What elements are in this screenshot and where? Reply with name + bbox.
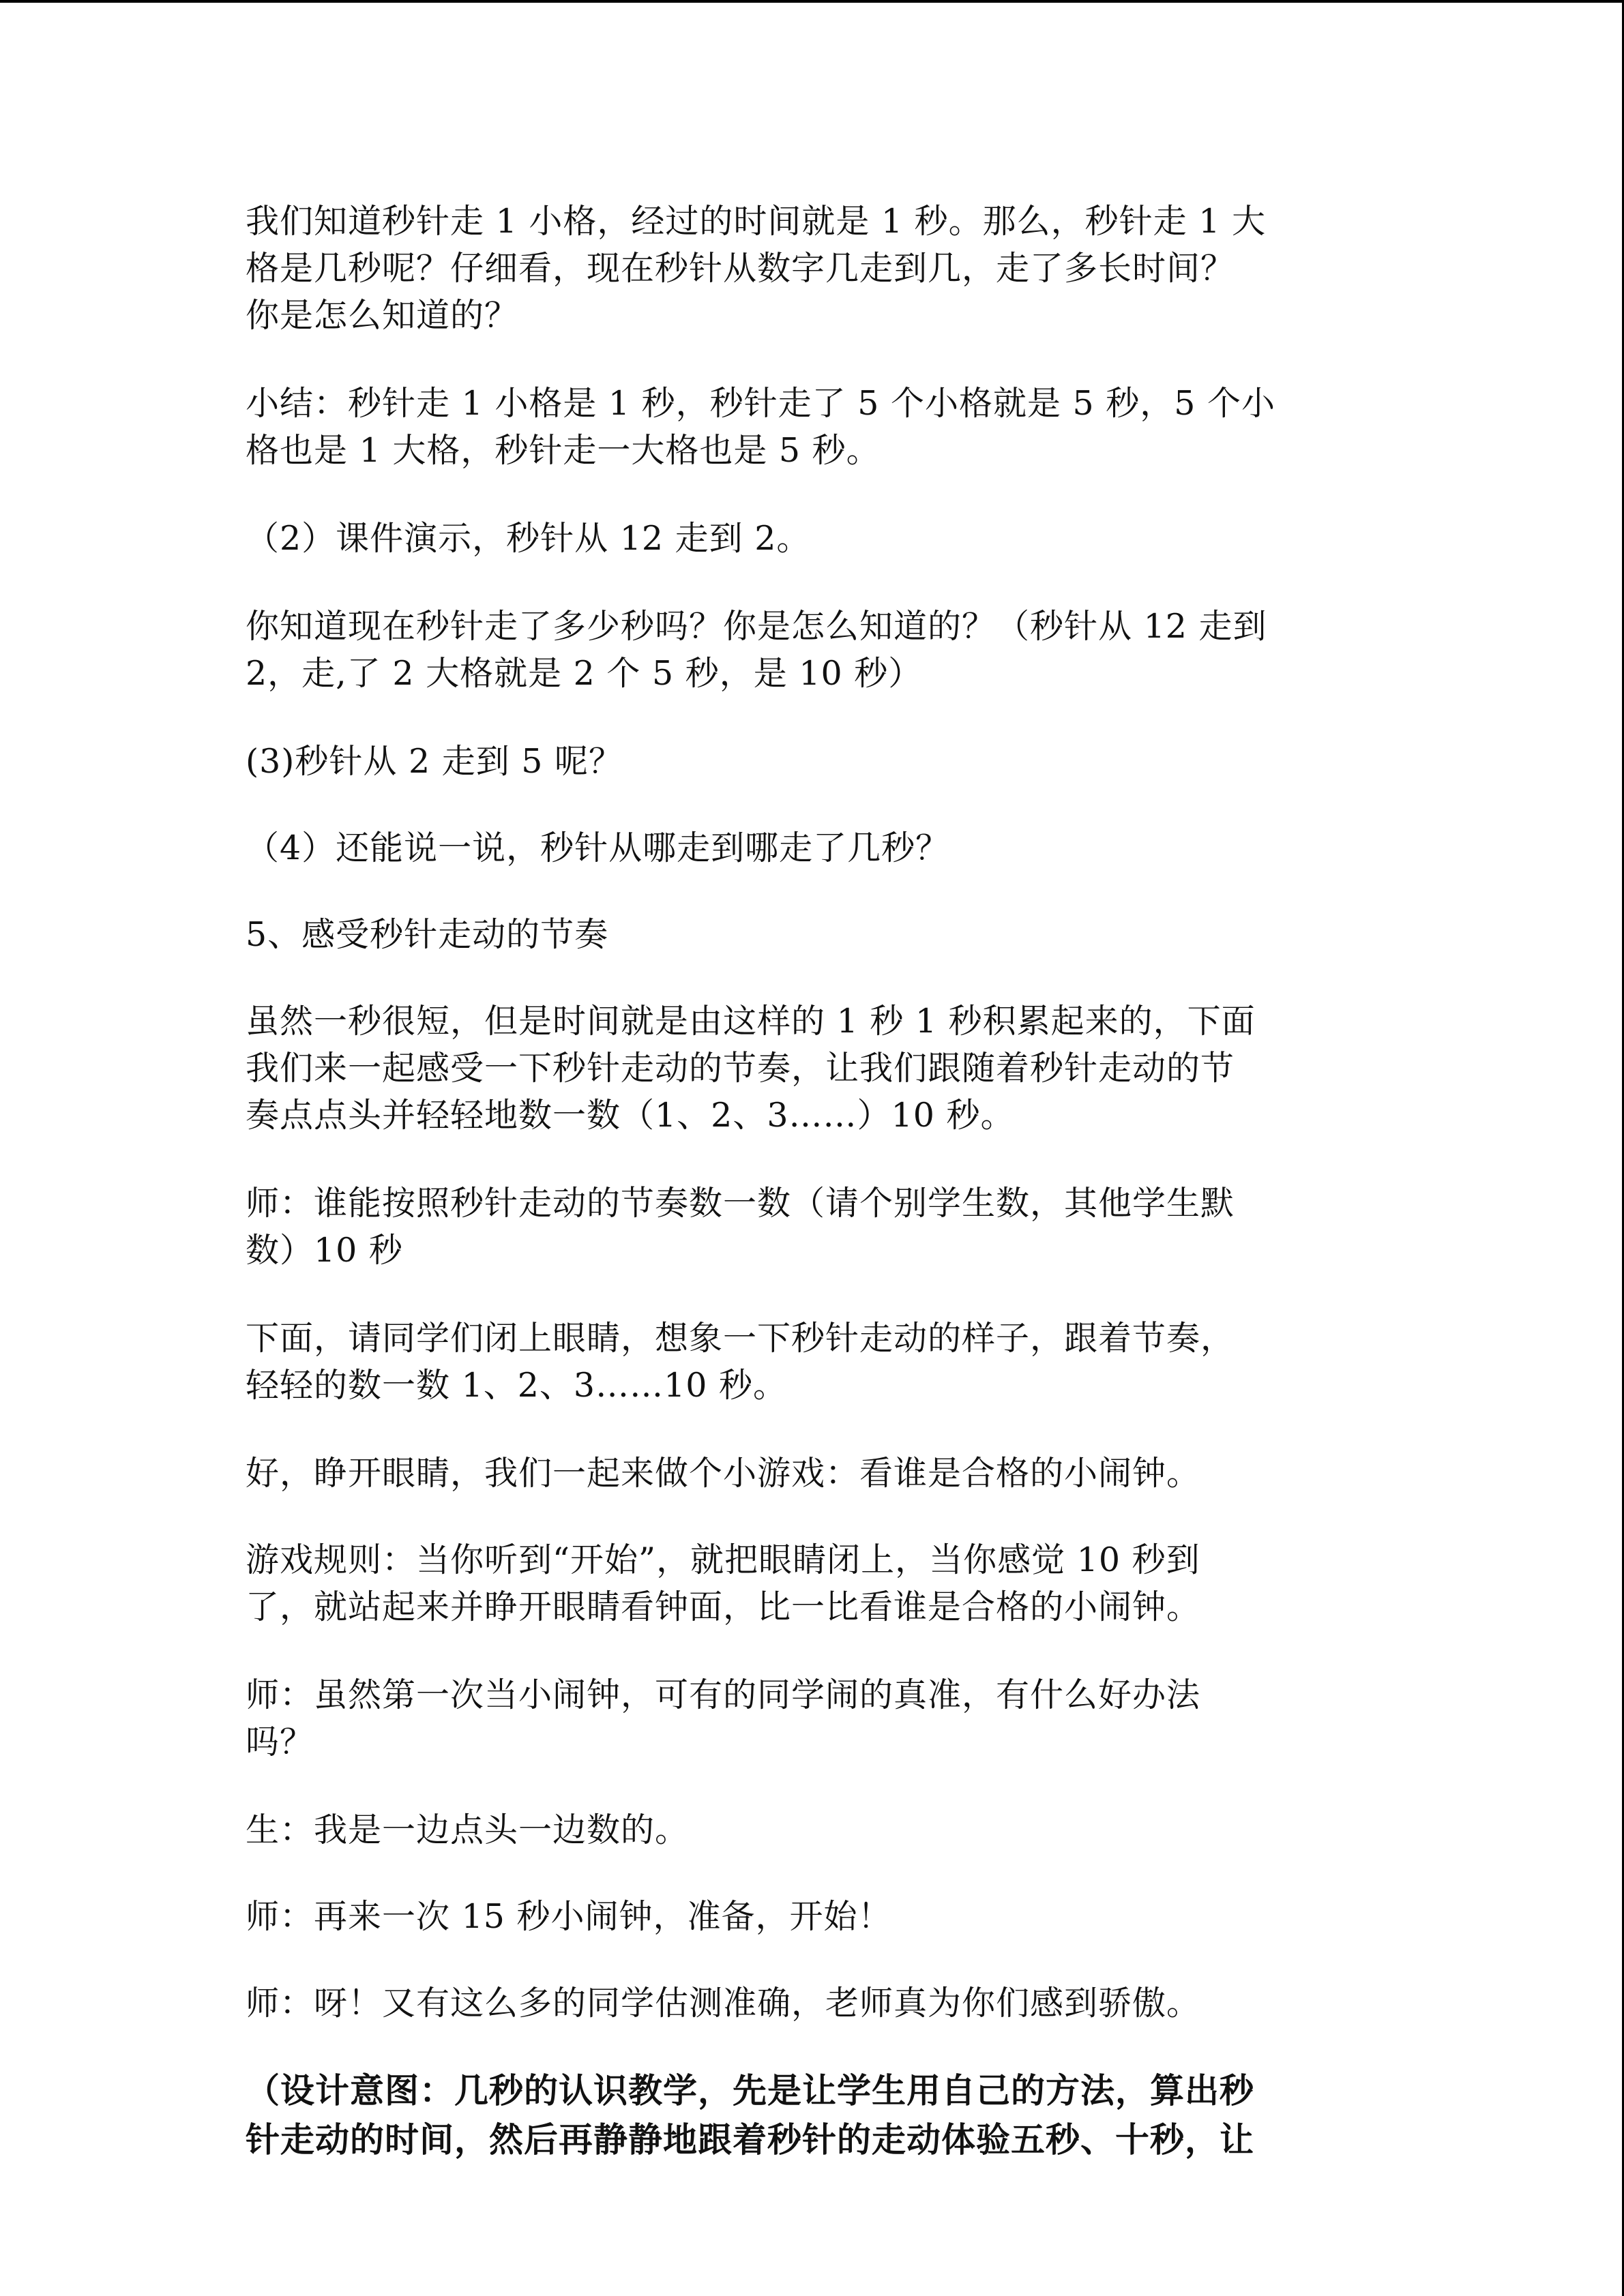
paragraph-step-3 (246, 738, 1378, 785)
text-line: 针走动的时间，然后再静静地跟着秒针的走动体验五秒、十秒，让 (246, 2119, 1254, 2160)
text-line: 师：谁能按照秒针走动的节奏数一数（请个别学生数，其他学生默 (246, 1184, 1235, 1223)
text-line: 数）10 秒 (246, 1231, 403, 1270)
paragraph-summary (246, 380, 1378, 474)
text-line: 5、感受秒针走动的节奏 (246, 915, 609, 954)
paragraph-teacher-count (246, 1180, 1378, 1274)
paragraph-student-answer (246, 1806, 1378, 1853)
text-line: 师：虽然第一次当小闹钟，可有的同学闹的真准，有什么好办法 (246, 1675, 1201, 1714)
paragraph-teacher-praise (246, 1980, 1378, 2027)
document-page (246, 198, 1378, 2205)
text-line: 轻轻的数一数 1、2、3……10 秒。 (246, 1366, 788, 1405)
text-line: 了，就站起来并睁开眼睛看钟面，比一比看谁是合格的小闹钟。 (246, 1587, 1201, 1626)
text-line: 我们来一起感受一下秒针走动的节奏，让我们跟随着秒针走动的节 (246, 1049, 1235, 1088)
paragraph-rhythm-intro (246, 998, 1378, 1139)
paragraph-step-2 (246, 515, 1378, 562)
text-line: 虽然一秒很短，但是时间就是由这样的 1 秒 1 秒积累起来的，下面 (246, 1002, 1256, 1041)
text-line: 我们知道秒针走 1 小格，经过的时间就是 1 秒。那么，秒针走 1 大 (246, 202, 1266, 241)
paragraph-game-intro (246, 1450, 1378, 1497)
text-line: （设计意图：几秒的认识教学，先是让学生用自己的方法，算出秒 (246, 2070, 1254, 2111)
text-line: (3)秒针从 2 走到 5 呢？ (246, 742, 623, 781)
text-line: 格是几秒呢？仔细看，现在秒针从数字几走到几，走了多长时间？ (246, 249, 1235, 288)
text-line: 你是怎么知道的？ (246, 296, 519, 335)
text-line: 你知道现在秒针走了多少秒吗？你是怎么知道的？（秒针从 12 走到 (246, 607, 1267, 646)
text-line: 师：再来一次 15 秒小闹钟，准备，开始！ (246, 1897, 892, 1936)
text-line: 好，睁开眼睛，我们一起来做个小游戏：看谁是合格的小闹钟。 (246, 1454, 1201, 1493)
paragraph-step-4 (246, 824, 1378, 871)
paragraph-close-eyes (246, 1315, 1378, 1409)
paragraph-teacher-again (246, 1893, 1378, 1940)
text-line: （4）还能说一说，秒针从哪走到哪走了几秒？ (246, 829, 950, 867)
paragraph-question-seconds (246, 603, 1378, 697)
paragraph-game-rules (246, 1536, 1378, 1630)
text-line: 生：我是一边点头一边数的。 (246, 1810, 690, 1849)
text-line: 格也是 1 大格，秒针走一大格也是 5 秒。 (246, 431, 881, 470)
text-line: 小结：秒针走 1 小格是 1 秒，秒针走了 5 个小格就是 5 秒，5 个小 (246, 384, 1276, 423)
text-line: 下面，请同学们闭上眼睛，想象一下秒针走动的样子，跟着节奏， (246, 1319, 1235, 1358)
text-line: 游戏规则：当你听到“开始”，就把眼睛闭上，当你感觉 10 秒到 (246, 1540, 1200, 1579)
text-line: 师：呀！又有这么多的同学估测准确，老师真为你们感到骄傲。 (246, 1984, 1201, 2023)
text-line: 奏点点头并轻轻地数一数（1、2、3……）10 秒。 (246, 1096, 1015, 1135)
section-heading-rhythm (246, 911, 1378, 958)
text-line: （2）课件演示，秒针从 12 走到 2。 (246, 519, 811, 558)
text-line: 2，走,了 2 大格就是 2 个 5 秒，是 10 秒） (246, 654, 923, 693)
paragraph-teacher-question (246, 1671, 1378, 1765)
paragraph-design-intent (246, 2066, 1378, 2164)
top-border-rule (0, 0, 1624, 3)
paragraph-second-hand-intro (246, 198, 1378, 339)
text-line: 吗？ (246, 1723, 314, 1761)
